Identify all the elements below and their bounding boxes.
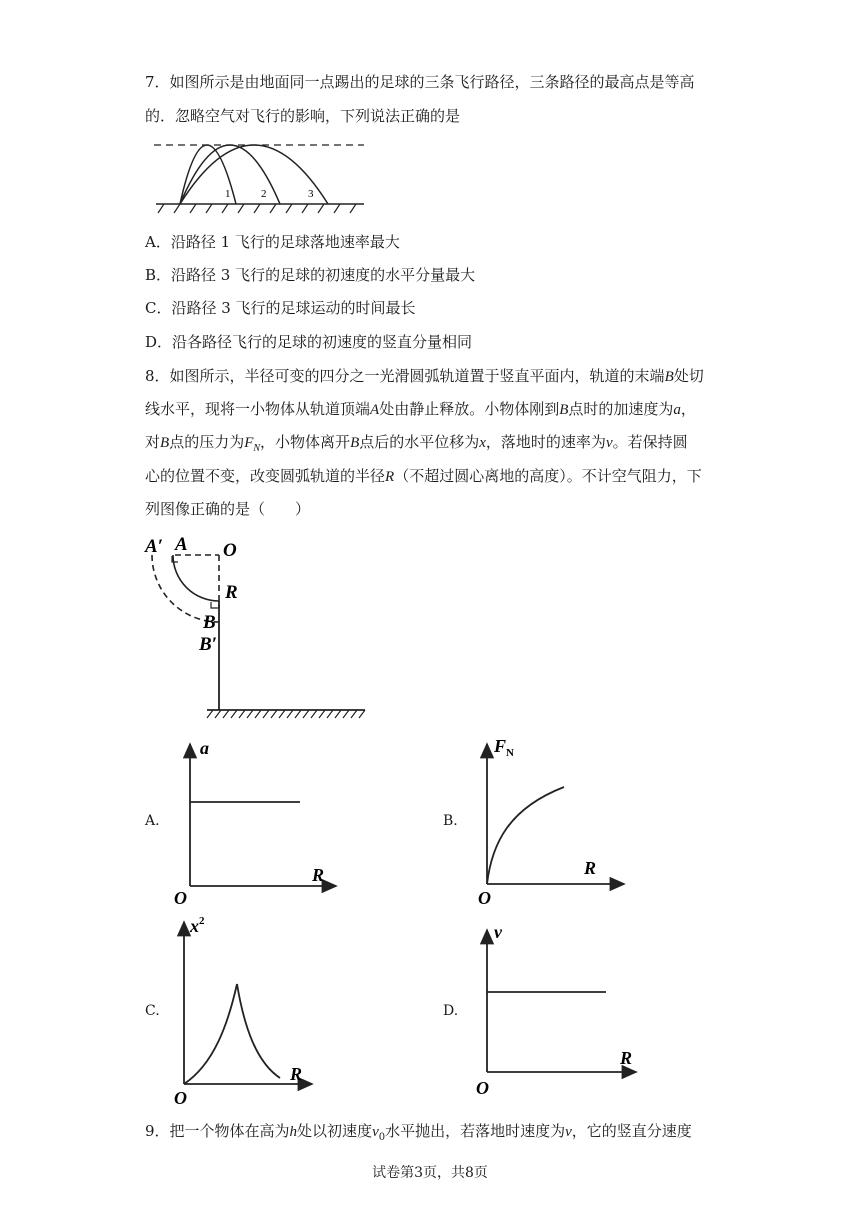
graph-c-x-label: R [290,1064,303,1084]
path-label-3: 3 [308,188,314,200]
label-a: A [175,534,188,555]
graph-a-origin: O [174,888,187,908]
q8-graph-a [172,736,342,908]
page-footer: 试卷第3页，共8页 [372,1165,488,1181]
q7-option-d: D．沿各路径飞行的足球的初速度的竖直分量相同 [145,333,473,351]
graph-c-origin: O [174,1088,187,1108]
label-b-prime: B′ [199,634,218,655]
graph-d-x-label: R [620,1048,633,1068]
label-a-prime: A′ [145,536,164,557]
q8-option-d-label: D. [443,1003,459,1019]
label-r: R [225,582,238,603]
graph-d-origin: O [476,1078,489,1098]
q8-stem-line3: 对B点的压力为$F_N$，小物体离开B点后的水平位移为x，落地时的速率为v。若保持圆 [145,433,688,454]
q8-graph-b [470,732,630,908]
q8-option-b-label: B. [443,813,458,829]
graph-b-origin: O [478,888,491,908]
graph-b-y-label: $F_N$ [494,736,514,759]
q8-stem-line4: 心的位置不变，改变圆弧轨道的半径R（不超过圆心离地的高度）。不计空气阻力，下 [145,467,702,485]
q7-option-c: C．沿路径 3 飞行的足球运动的时间最长 [145,299,416,317]
q8-graph-c [170,914,320,1110]
graph-a-x-label: R [312,865,325,885]
path-label-1: 1 [225,188,231,200]
q7-option-b: B．沿路径 3 飞行的足球的初速度的水平分量最大 [145,266,476,284]
q8-option-c-label: C. [145,1003,160,1019]
q7-trajectory-figure [150,138,370,216]
label-b: B [203,612,216,633]
graph-a-y-label: a [200,738,209,758]
label-o: O [223,540,237,561]
q8-stem-line5: 列图像正确的是（ ） [145,500,311,518]
q9-stem-line1: 9．把一个物体在高为h处以初速度$v_0$水平抛出，若落地时速度为v，它的竖直分速度 [145,1122,692,1143]
q8-graph-d [472,920,642,1100]
q8-stem-line1: 8．如图所示，半径可变的四分之一光滑圆弧轨道置于竖直平面内，轨道的末端B处切 [145,367,704,385]
graph-d-y-label: v [494,922,502,942]
q7-option-a: A．沿路径 1 飞行的足球落地速率最大 [145,233,400,251]
q8-track-figure [143,530,373,725]
q7-stem-line2: 的．忽略空气对飞行的影响，下列说法正确的是 [145,107,461,125]
path-label-2: 2 [261,188,267,200]
graph-b-x-label: R [584,858,597,878]
q8-option-a-label: A. [145,813,160,829]
q8-stem-line2: 线水平，现将一小物体从轨道顶端A处由静止释放。小物体刚到B点时的加速度为a， [145,400,696,418]
q7-stem-line1: 7．如图所示是由地面同一点踢出的足球的三条飞行路径，三条路径的最高点是等高 [145,73,695,91]
graph-c-y-label: $x^2$ [190,915,205,936]
